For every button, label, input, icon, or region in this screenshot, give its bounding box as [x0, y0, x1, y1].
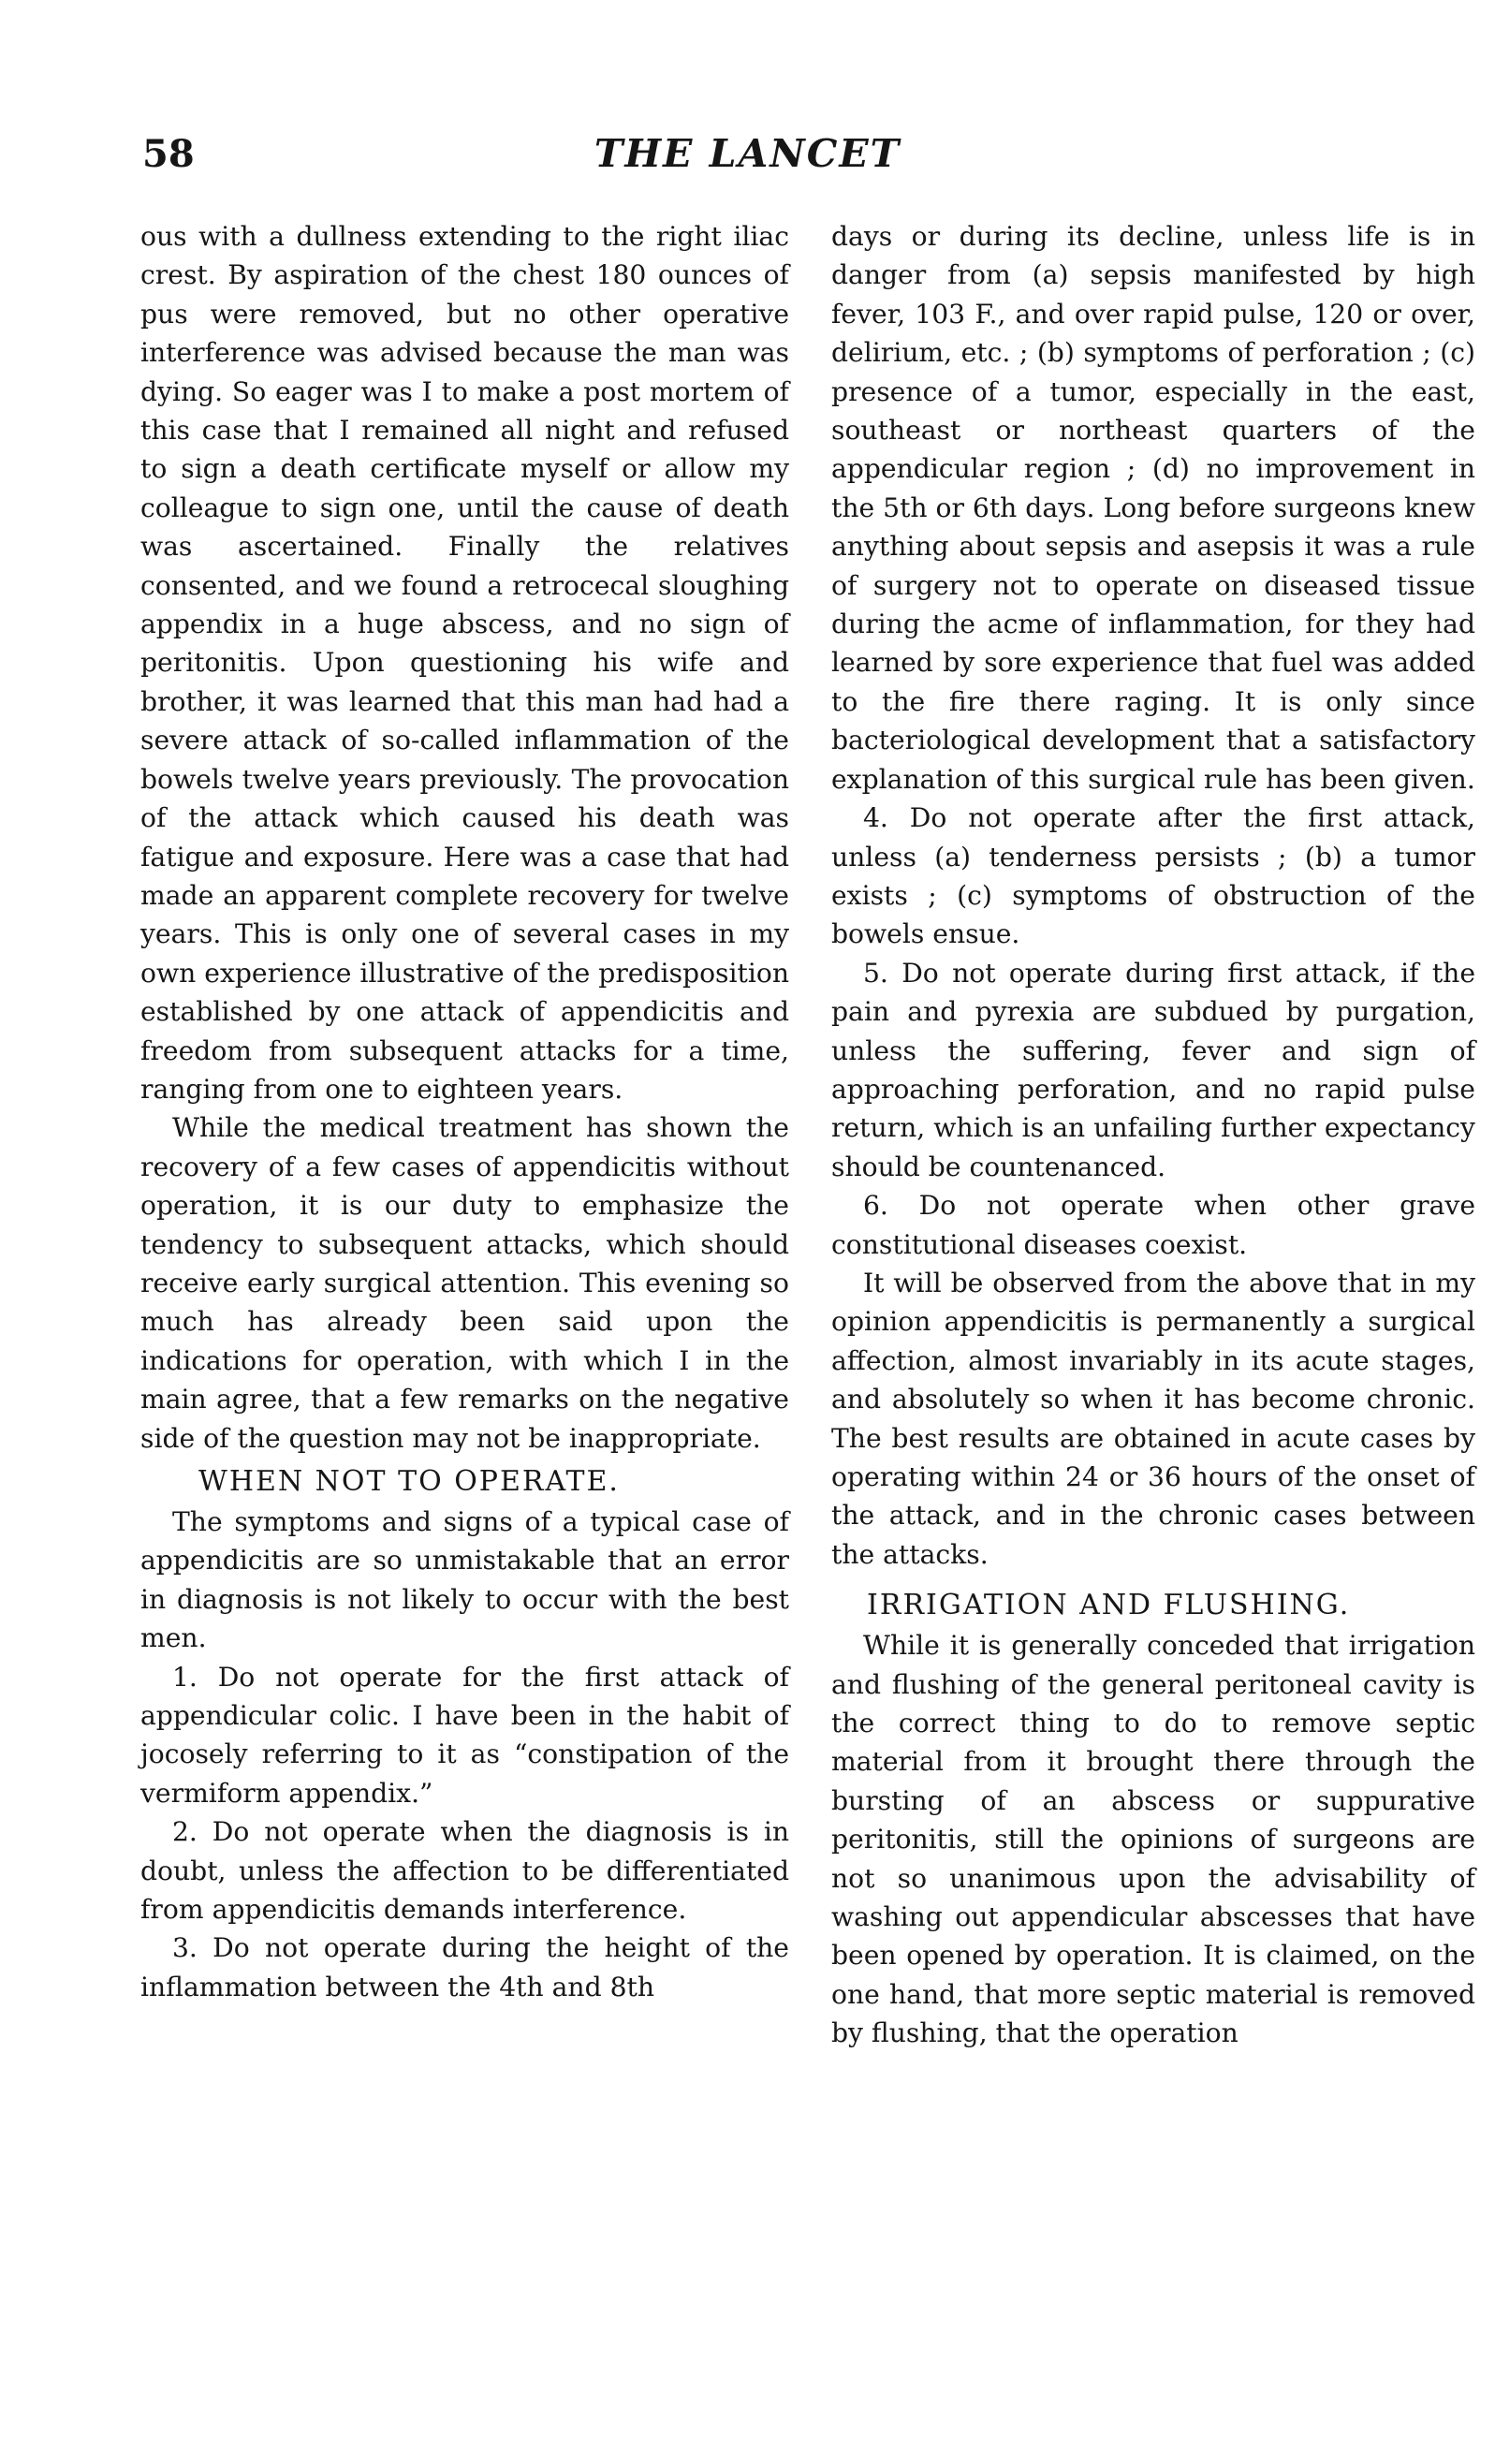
paragraph-symptoms: The symptoms and signs of a typical case of appendicitis are so unmistakable that an error in diagnosis is not likely to occur with the best men.	[140, 1506, 789, 1654]
paragraph-observations: It will be observed from the above that in my opinion appendicitis is permanently a surgical affection, almost invariably in its acute stages, and absolutely so when it has become chronic. The best results are obtained in acute cases by operating within 24 or 36 hours of the onset of the attack, and in the chronic cases between the attacks.	[831, 1267, 1475, 1570]
section-heading-when-not-to-operate: WHEN NOT TO OPERATE.	[198, 1465, 620, 1498]
paragraph-medical-treatment: While the medical treatment has shown the recovery of a few cases of appendicitis without operation, it is our duty to emphasize the tendency to subsequent attacks, which should receive early surgical attention. This evening so much has already been said upon the indications for operation, with which I in the main agree, that a few remarks on the negative side of the question may not be inappropriate.	[140, 1112, 789, 1454]
rule-item-4: 4. Do not operate after the first attack, unless (a) tenderness persists ; (b) a tumor exists ; (c) symptoms of obstruction of the bowels ensue.	[831, 802, 1475, 950]
paragraph-case-report: ous with a dullness extending to the right iliac crest. By aspiration of the chest 180 ounces of pus were removed, but no other operative interference was advised because the man was dying. So eager was I to make a post mortem of this case that I remained all night and refused to sign a death certificate myself or allow my colleague to sign one, until the cause of death was ascertained. Finally the relatives consented, and we found a retrocecal sloughing appendix in a huge abscess, and no sign of peritonitis. Upon questioning his wife and brother, it was learned that this man had had a severe attack of so-called inflammation of the bowels twelve years previously. The provocation of the attack which caused his death was fatigue and exposure. Here was a case that had made an apparent complete recovery for twelve years. This is only one of several cases in my own experience illustrative of the predisposition established by one attack of appendicitis and freedom from subsequent attacks for a time, ranging from one to eighteen years.	[140, 221, 789, 1105]
rule-item-3-continued: days or during its decline, unless life is in danger from (a) sepsis manifested by high fever, 103 F., and over rapid pulse, 120 or over, delirium, etc. ; (b) symptoms of perforation ; (c) presence of a tumor, especially in the east, southeast or northeast quarters of the appendicular region ; (d) no improvement in the 5th or 6th days. Long before surgeons knew anything about sepsis and asepsis it was a rule of surgery not to operate on diseased tissue during the acme of inflammation, for they had learned by sore experience that fuel was added to the fire there raging. It is only since bacteriological development that a satisfactory explanation of this surgical rule has been given.	[831, 221, 1475, 795]
left-column	[140, 217, 789, 2006]
rule-item-2: 2. Do not operate when the diagnosis is in doubt, unless the affection to be differentiated from appendicitis demands interference.	[140, 1816, 789, 1926]
section-heading-irrigation: IRRIGATION AND FLUSHING.	[867, 1589, 1351, 1622]
journal-title: THE LANCET	[594, 131, 901, 176]
page-number: 58	[142, 132, 195, 176]
paragraph-irrigation: While it is generally conceded that irrigation and flushing of the general peritoneal cavity is the correct thing to do to remove septic material from it brought there through the bursting of an abscess or suppurative peritonitis, still the opinions of surgeons are not so unanimous upon the advisability of washing out appendicular abscesses that have been opened by operation. It is claimed, on the one hand, that more septic material is removed by flushing, that the operation	[831, 1630, 1475, 2049]
rule-item-5: 5. Do not operate during first attack, if the pain and pyrexia are subdued by purgation, unless the suffering, fever and sign of approaching perforation, and no rapid pulse return, which is an unfailing further expectancy should be countenanced.	[831, 957, 1475, 1182]
rule-item-3-start: 3. Do not operate during the height of the inflammation between the 4th and 8th	[140, 1932, 789, 2002]
rule-item-1: 1. Do not operate for the first attack of appendicular colic. I have been in the habit of jocosely referring to it as “constipation of the vermiform appendix.”	[140, 1661, 789, 1809]
rule-item-6: 6. Do not operate when other grave constitutional diseases coexist.	[831, 1190, 1475, 1260]
right-column	[831, 217, 1475, 2053]
